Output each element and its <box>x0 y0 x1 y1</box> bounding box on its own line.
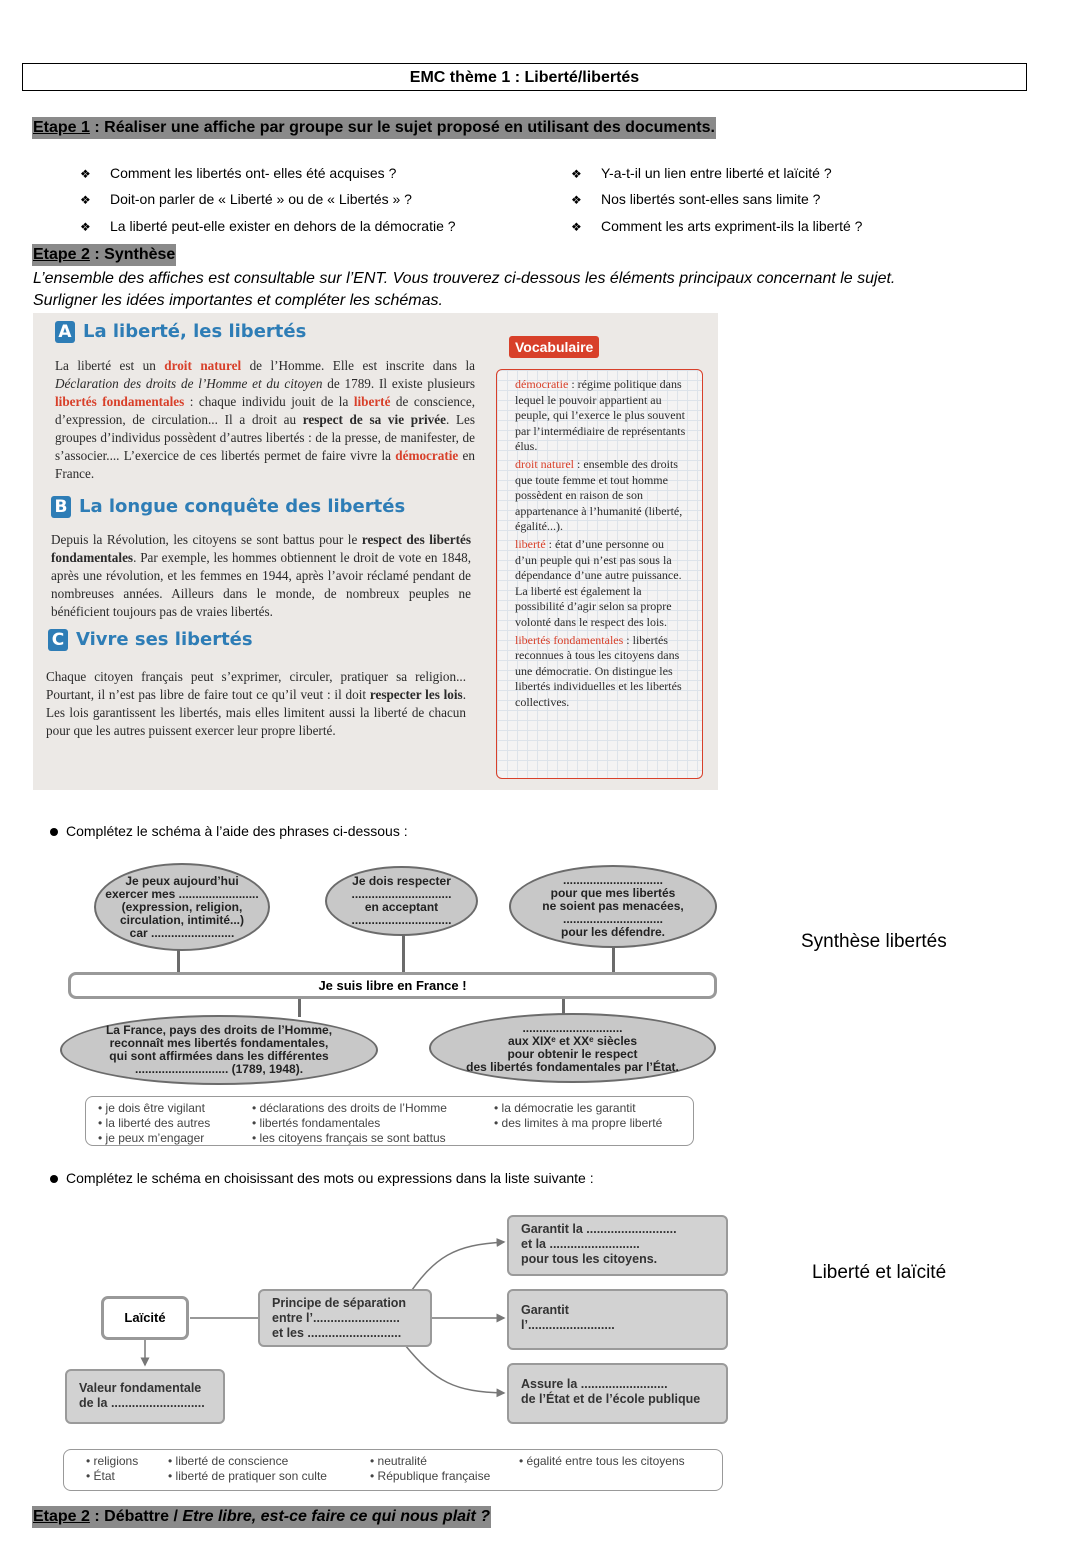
vocab-entry: droit naturel : ensemble des droits que toute femme et tout homme possèdent en raison de son appartenance à l’humanité (liberté, égalité...). <box>515 456 683 534</box>
diamond-bullet-icon: ❖ <box>571 167 582 181</box>
step1-label: Etape 1 <box>33 119 90 136</box>
connector <box>177 950 180 974</box>
step2-text: : Synthèse <box>89 246 176 263</box>
vocabulary-tag: Vocabulaire <box>509 336 599 358</box>
schema1-word-bank: • je dois être vigilant • la liberté des autres • je peux m’engager • déclarations des droits de l’Homme • libertés fondamentales • les citoyens français se sont battus • la démocratie les garantit • des limites à ma propre liberté <box>85 1096 694 1146</box>
schema2-word-bank: • religions • État • liberté de conscience • liberté de pratiquer son culte • neutralité • République française • égalité entre tous les citoyens <box>63 1449 723 1491</box>
step2-heading <box>32 244 176 266</box>
question-right-1: ❖ Y-a-t-il un lien entre liberté et laïcité ? <box>571 165 832 181</box>
schema1-oval-rights: Je peux aujourd’hui exercer mes ........................ (expression, religion, circulation, intimité...) car ......................... <box>94 863 270 951</box>
diamond-bullet-icon: ❖ <box>571 220 582 234</box>
section-b-heading: B La longue conquête des libertés <box>51 496 405 518</box>
section-c-heading: C Vivre ses libertés <box>48 629 253 651</box>
schema1-center-bar: Je suis libre en France ! <box>68 972 717 999</box>
bullet-dot-icon <box>50 828 58 836</box>
section-b-text: Depuis la Révolution, les citoyens se sont battus pour le respect des libertés fondamentales. Par exemple, les hommes obtiennent le droit de vote en 1848, après une révolution, et les femmes en 1944, après l’avoir réclamé pendant de nombreuses années. Ailleurs dans le monde, de nombreux peuples ne bénéficient toujours pas de vraies libertés. <box>51 532 471 619</box>
intro-line-1: L’ensemble des affiches est consultable sur l’ENT. Vous trouverez ci-dessous les éléments principaux concernant le sujet. <box>33 270 896 287</box>
vocab-entry: libertés fondamentales : libertés reconnues à tous les citoyens dans une démocratie. On distingue les libertés individuelles et les libertés collectives. <box>515 632 682 709</box>
diamond-bullet-icon: ❖ <box>80 193 91 207</box>
intro-line-2: Surligner les idées importantes et compléter les schémas. <box>33 292 443 309</box>
step1-heading <box>32 117 716 139</box>
vocab-entry: liberté : état d’une personne ou d’un peuple qui n’est pas sous la dépendance d’une autre puissance. La liberté est également la possibilité d’agir selon sa propre volonté dans le respect des lois. <box>515 536 682 629</box>
schema1-oval-france: La France, pays des droits de l’Homme, reconnaît mes libertés fondamentales, qui sont affirmées dans les différentes ............................ (1789, 1948). <box>60 1015 378 1085</box>
step1-text: : Réaliser une affiche par groupe sur le sujet proposé en utilisant des documents. <box>89 119 715 136</box>
schema2-side-label: Liberté et laïcité <box>812 1262 947 1283</box>
textbook-excerpt <box>33 313 718 790</box>
step3-heading: Etape 2 : Débattre / Etre libre, est-ce faire ce qui nous plait ? <box>32 1506 491 1528</box>
connector <box>402 935 405 974</box>
schema1-oval-history: .............................. aux XIXᵉ et XXᵉ siècles pour obtenir le respect des libertés fondamentales par l’État. <box>429 1013 716 1083</box>
section-a-text: La liberté est un droit naturel de l’Homme. Elle est inscrite dans la Déclaration des droits de l’Homme et du citoyen de 1789. Il existe plusieurs libertés fondamentales : chaque individu jouit de la liberté de conscience, d’expression, de circulation... Il a droit au respect de sa vie privée. Les groupes d’individus possèdent d’autres libertés : de la presse, de manifester, de s’associer.... L’exercice de ces libertés permet de faire vivre la démocratie en France. <box>55 358 476 481</box>
question-left-2: ❖ Doit-on parler de « Liberté » ou de « Libertés » ? <box>80 191 412 207</box>
valeur-box: Valeur fondamentale de la ........................... <box>65 1369 225 1424</box>
diamond-bullet-icon: ❖ <box>80 167 91 181</box>
schema1-oval-respect: Je dois respecter .............................. en acceptant .............................. <box>325 866 478 936</box>
garantit-box: Garantit l’......................... <box>507 1289 728 1350</box>
schema1-instruction: Complétez le schéma à l’aide des phrases ci-dessous : <box>50 823 408 839</box>
principe-box: Principe de séparation entre l’......................... et les ........................... <box>258 1289 432 1347</box>
question-right-3: ❖ Comment les arts expriment-ils la liberté ? <box>571 218 863 234</box>
bullet-dot-icon <box>50 1175 58 1183</box>
diamond-bullet-icon: ❖ <box>571 193 582 207</box>
laicite-box: Laïcité <box>101 1296 189 1340</box>
step2-label: Etape 2 <box>33 246 90 263</box>
question-left-1: ❖ Comment les libertés ont- elles été acquises ? <box>80 165 397 181</box>
question-right-2: ❖ Nos libertés sont-elles sans limite ? <box>571 191 821 207</box>
page-title: EMC thème 1 : Liberté/libertés <box>22 63 1027 91</box>
schema1-side-label: Synthèse libertés <box>801 931 947 952</box>
connector <box>612 947 615 974</box>
section-a-heading: A La liberté, les libertés <box>55 321 306 343</box>
vocab-entry: démocratie : régime politique dans lequel le pouvoir appartient au peuple, qui l’exerce le plus souvent par l’intermédiaire de représentants élus. <box>515 377 686 454</box>
step3-label: Etape 2 <box>33 1508 90 1525</box>
vocabulary-panel <box>496 369 703 779</box>
garantit-libertes-box: Garantit la .......................... et la .......................... pour tous les citoyens. <box>507 1215 728 1276</box>
schema1-oval-defend: .............................. pour que mes libertés ne soient pas menacées, .............................. pour les défendre. <box>509 865 717 948</box>
diamond-bullet-icon: ❖ <box>80 220 91 234</box>
schema2-instruction: Complétez le schéma en choisissant des mots ou expressions dans la liste suivante : <box>50 1170 594 1186</box>
section-c-text: Chaque citoyen français peut s’exprimer, circuler, pratiquer sa religion... Pourtant, il n’est pas libre de faire tout ce qu’il veut : il doit respecter les lois. Les lois garantissent les libertés, mais elles limitent aussi la liberté de chacun pour que les autres puissent exercer leur propre liberté. <box>46 669 466 738</box>
assure-box: Assure la ......................... de l’État et de l’école publique <box>507 1363 728 1424</box>
question-left-3: ❖ La liberté peut-elle exister en dehors de la démocratie ? <box>80 218 456 234</box>
